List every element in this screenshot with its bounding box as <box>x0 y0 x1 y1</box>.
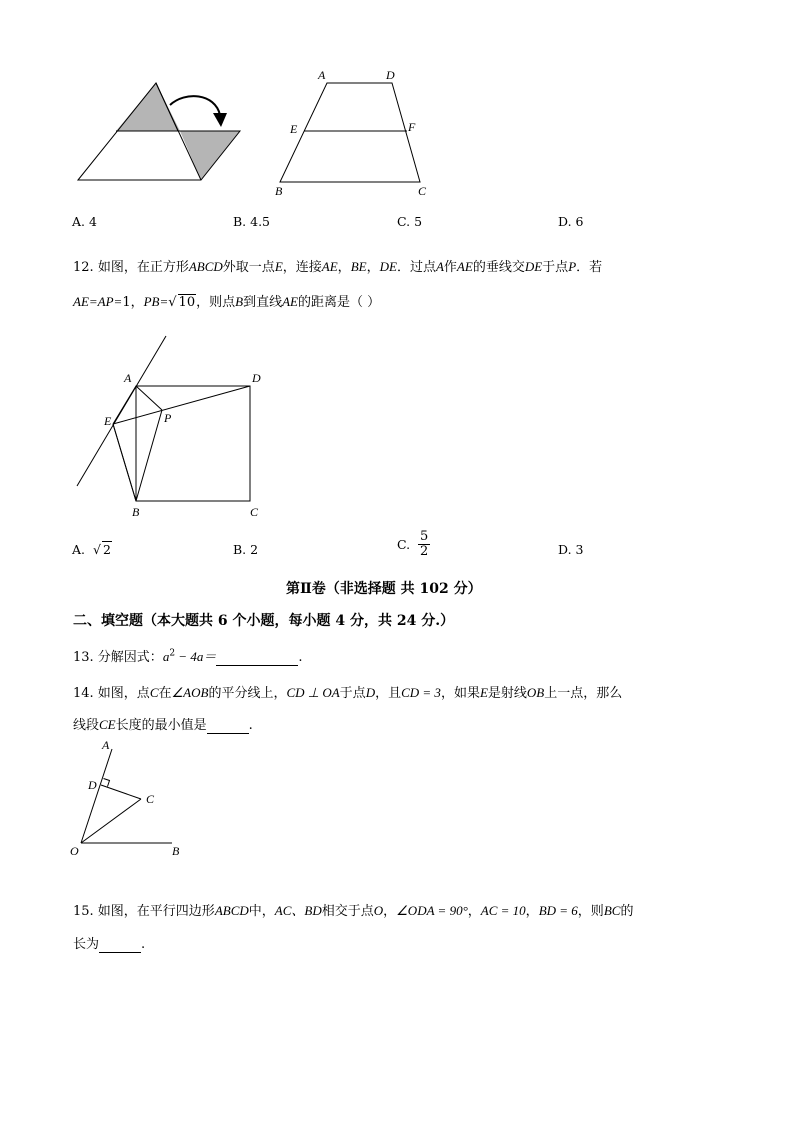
q15-answer-blank[interactable] <box>99 937 141 953</box>
q11-option-d: D. 6 <box>558 214 584 229</box>
q11-option-b: B. 4.5 <box>233 214 271 229</box>
q14-segment-cd <box>101 785 141 799</box>
right-angle-marker-icon <box>104 779 110 787</box>
q14-label-d: D <box>88 778 97 792</box>
part-2-title: 二、填空题（本大题共 6 个小题，每小题 4 分，共 24 分.） <box>73 613 455 629</box>
q11-label-b: B <box>275 184 283 198</box>
q12-option-b: B. 2 <box>233 542 259 557</box>
q11-option-a: A. 4 <box>72 214 97 229</box>
q15-text-line2: 长为 . <box>73 937 146 952</box>
q12-figure-square <box>70 330 270 525</box>
q11-label-f: F <box>408 120 416 134</box>
q14-label-c: C <box>146 792 155 806</box>
q12-option-a: A. √ 2 <box>72 542 111 557</box>
q14-text-line1: 14. 如图，点C在∠AOB的平分线上，CD ⊥ OA于点D，且CD = 3，如果E是射线OB上一点，那么 <box>73 685 623 701</box>
q12-option-d: D. 3 <box>558 542 584 557</box>
sqrt-symbol: √ 10 <box>168 295 196 310</box>
q13-answer-blank[interactable] <box>216 650 298 666</box>
q14-text-line2: 线段CE长度的最小值是 . <box>73 717 253 733</box>
sqrt-symbol: √ 2 <box>92 542 111 557</box>
q11-label-a: A <box>318 68 326 82</box>
q12-text-line2: AE=AP=1，PB=√ 10，则点B到直线AE的距离是（ ） <box>73 294 381 310</box>
q14-segment-oc <box>81 799 141 843</box>
q12-option-c: C. $\frac{5}{2}$ <box>397 529 429 559</box>
q11-label-d: D <box>386 68 395 82</box>
q12-label-d: D <box>252 371 261 385</box>
q14-label-o: O <box>70 844 79 858</box>
q14-ray-oa <box>81 749 112 843</box>
q15-text-line1: 15. 如图，在平行四边形ABCD中，AC、BD相交于点O，∠ODA = 90°，AC = 10，BD = 6，则BC的 <box>73 903 634 919</box>
q11-gray-triangle-bottom <box>180 131 240 180</box>
q14-label-a: A <box>102 738 110 752</box>
q11-figure-parallelogram <box>70 75 250 190</box>
q12-text-line1: 12. 如图，在正方形ABCD外取一点E，连接AE，BE，DE．过点A作AE的垂线交DE于点P．若 <box>73 259 603 275</box>
arrow-head-icon <box>213 113 227 127</box>
q11-trapezoid <box>280 83 420 182</box>
q14-label-b: B <box>172 844 180 858</box>
section-2-title: 第Ⅱ卷（非选择题 共 102 分） <box>286 581 482 597</box>
fraction-5-over-2: $\frac{5}{2}$ <box>420 529 429 559</box>
q11-gray-triangle-top <box>116 83 180 131</box>
q12-line-through-e <box>77 336 166 486</box>
q12-label-b: B <box>132 505 140 519</box>
q12-label-p: P <box>164 411 172 425</box>
q12-label-c: C <box>250 505 259 519</box>
q11-label-e: E <box>290 122 298 136</box>
q12-square-abcd <box>136 386 250 501</box>
q11-figure-trapezoid <box>270 65 440 200</box>
q12-label-a: A <box>124 371 132 385</box>
q14-answer-blank[interactable] <box>207 718 249 734</box>
q13-text: 13. 分解因式：$a^2 - 4a=$ . <box>73 648 303 665</box>
q14-figure-angle <box>68 737 188 862</box>
q11-option-c: C. 5 <box>397 214 423 229</box>
q12-label-e: E <box>104 414 112 428</box>
q11-label-c: C <box>418 184 427 198</box>
q11-rotation-arrow <box>170 96 220 115</box>
